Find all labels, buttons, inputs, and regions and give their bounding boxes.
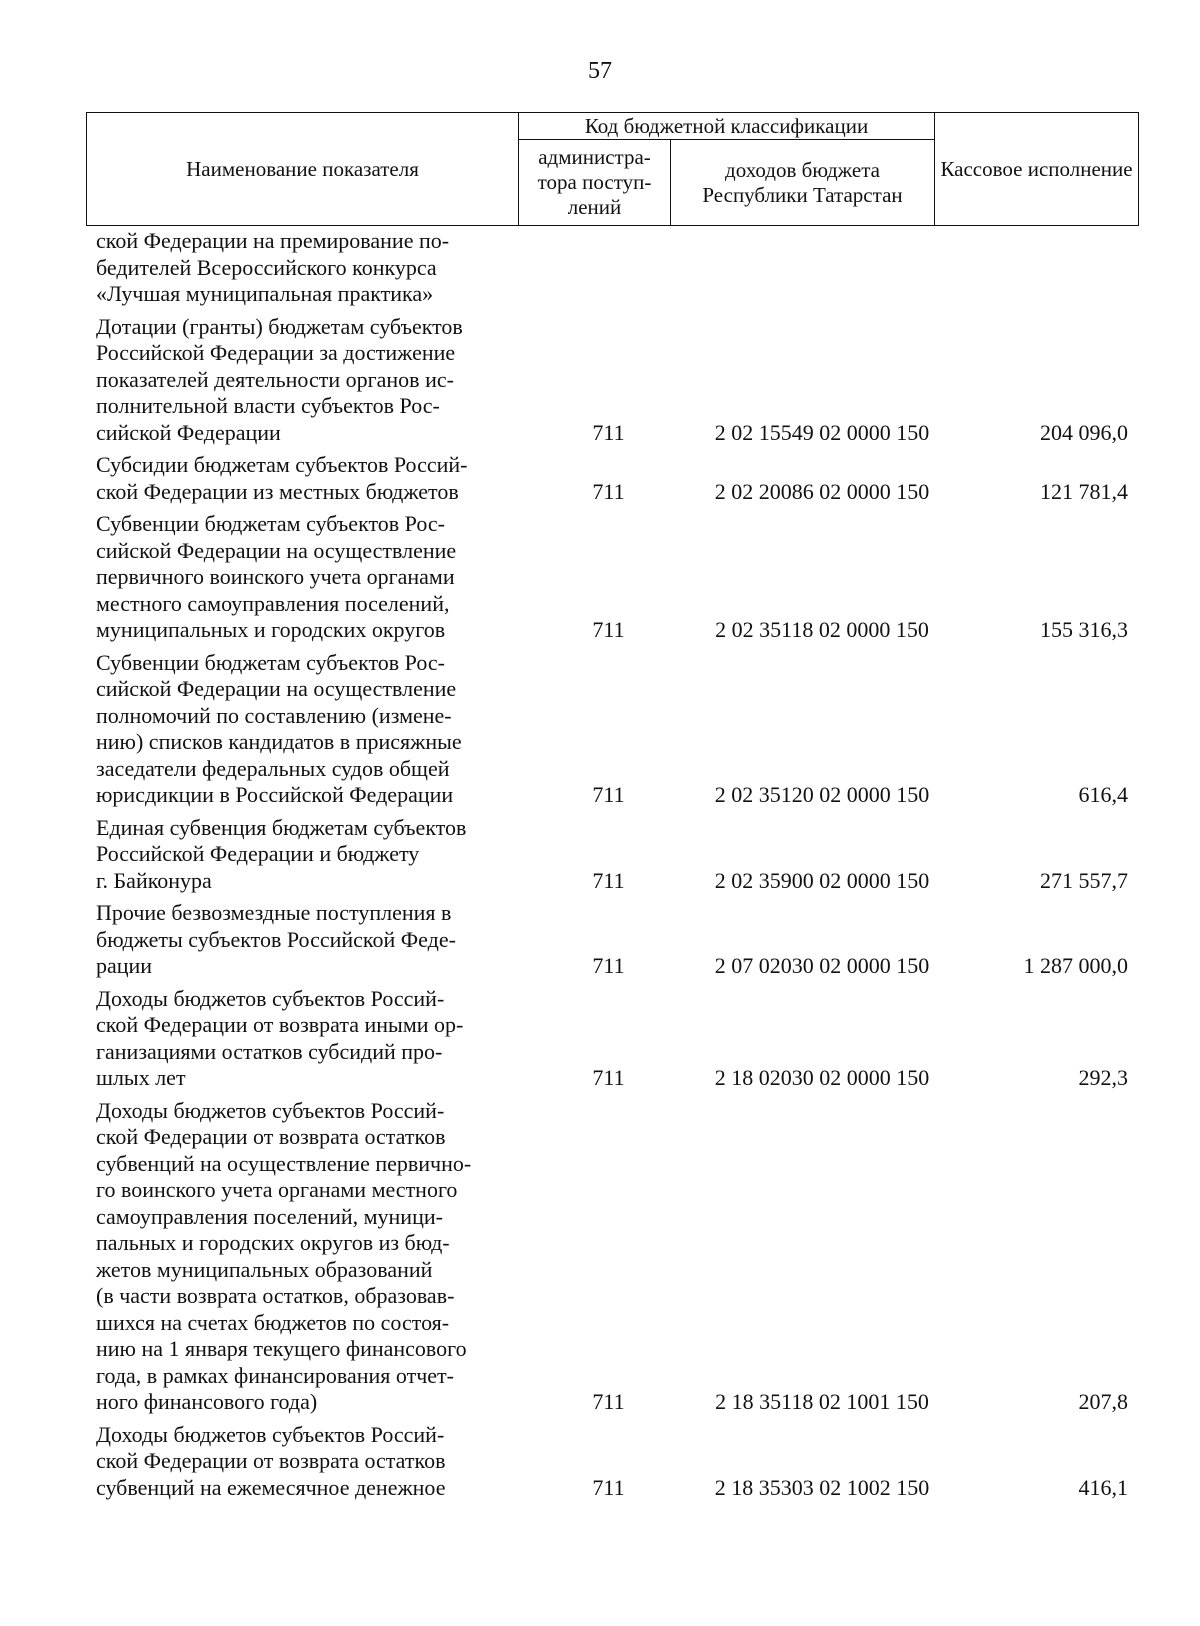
row-name xyxy=(86,1420,533,1506)
row-admin-code: 711 xyxy=(592,953,625,978)
table-row xyxy=(86,226,1138,312)
table-row xyxy=(86,509,1138,648)
table-row xyxy=(86,648,1138,813)
header-code: доходов бюджета Республики Татарстан xyxy=(671,140,935,226)
row-amount: 616,4 xyxy=(1078,782,1128,807)
row-name-line: бюджеты субъектов Российской Феде- xyxy=(96,926,456,952)
row-name-line: шлых лет xyxy=(96,1065,186,1090)
row-name-line: ской Федерации от возврата иными ор- xyxy=(96,1012,464,1037)
row-admin-code: 711 xyxy=(592,1474,625,1500)
row-admin-code: 711 xyxy=(592,1389,625,1414)
row-name-line: Российской Федерации за достижение xyxy=(96,340,456,365)
row-name-line: «Лучшая муниципальная практика» xyxy=(96,281,434,306)
row-name-line: полномочий по составлению (измене- xyxy=(96,702,452,728)
row-name-line: Российской Федерации и бюджету xyxy=(96,841,420,866)
row-name-line: ской Федерации от возврата остатков xyxy=(96,1124,446,1149)
row-amount: 1 287 000,0 xyxy=(1023,953,1128,978)
row-name-line: рации xyxy=(96,953,153,978)
row-amount: 207,8 xyxy=(1078,1389,1128,1414)
table-row xyxy=(86,1420,1138,1506)
table-row xyxy=(86,312,1138,451)
row-name-line: Субсидии бюджетам субъектов Россий- xyxy=(96,452,468,477)
row-name xyxy=(86,450,533,509)
row-name-line: юрисдикции в Российской Федерации xyxy=(96,782,454,807)
row-name-line: Субвенции бюджетам субъектов Рос- xyxy=(96,511,446,536)
row-income-code: 2 18 35118 02 1001 150 xyxy=(715,1389,929,1414)
row-name xyxy=(86,509,533,648)
row-name xyxy=(86,1096,533,1420)
row-amount: 204 096,0 xyxy=(1040,419,1128,445)
row-name-line: ской Федерации на премирование по- xyxy=(96,228,450,253)
row-name-line: нию на 1 января текущего финансового xyxy=(96,1336,467,1361)
row-name-line: первичного воинского учета органами xyxy=(96,564,455,589)
row-income-code: 2 02 20086 02 0000 150 xyxy=(714,478,930,504)
row-income-code: 2 07 02030 02 0000 150 xyxy=(714,953,930,978)
row-name-line: нию) списков кандидатов в присяжные xyxy=(96,729,462,754)
row-name-line: Единая субвенция бюджетам субъектов xyxy=(96,814,467,840)
row-amount: 292,3 xyxy=(1078,1065,1128,1090)
row-name xyxy=(86,648,533,813)
row-name-line: ного финансового года) xyxy=(96,1389,318,1414)
row-name-line: ской Федерации от возврата остатков xyxy=(96,1448,446,1473)
row-name-line: Субвенции бюджетам субъектов Рос- xyxy=(96,649,446,675)
row-name-line: бедителей Всероссийского конкурса xyxy=(96,254,437,280)
table-body xyxy=(86,226,1138,1505)
row-name-line: (в части возврата остатков, образовав- xyxy=(96,1283,455,1308)
row-name-line: ганизациями остатков субсидий про- xyxy=(96,1038,443,1064)
header-name: Наименование показателя xyxy=(87,113,519,226)
row-name-line: показателей деятельности органов ис- xyxy=(96,366,454,392)
row-name-line: субвенций на ежемесячное денежное xyxy=(96,1474,446,1500)
page-number: 57 xyxy=(588,58,612,84)
row-income-code: 2 02 35118 02 0000 150 xyxy=(715,617,929,642)
row-name-line: субвенций на осуществление первично- xyxy=(96,1150,472,1176)
row-name xyxy=(86,984,533,1096)
row-name-line: Доходы бюджетов субъектов Россий- xyxy=(96,985,445,1011)
row-name-line: заседатели федеральных судов общей xyxy=(96,755,450,781)
row-name-line: сийской Федерации на осуществление xyxy=(96,676,457,701)
row-income-code: 2 02 35120 02 0000 150 xyxy=(714,782,930,807)
row-name-line: самоуправления поселений, муници- xyxy=(96,1203,443,1229)
table-row xyxy=(86,813,1138,899)
row-name-line: пальных и городских округов из бюд- xyxy=(96,1230,450,1255)
row-name-line: сийской Федерации xyxy=(96,419,281,445)
row-name-line: Прочие безвозмездные поступления в xyxy=(96,900,452,925)
row-name-line: ской Федерации из местных бюджетов xyxy=(96,478,459,504)
row-name-line: сийской Федерации на осуществление xyxy=(96,537,457,563)
row-name-line: местного самоуправления поселений, xyxy=(96,590,450,616)
row-income-code: 2 18 35303 02 1002 150 xyxy=(714,1474,930,1500)
row-name-line: полнительной власти субъектов Рос- xyxy=(96,393,440,418)
row-amount: 121 781,4 xyxy=(1040,478,1128,504)
row-name-line: го воинского учета органами местного xyxy=(96,1177,458,1202)
table-row xyxy=(86,450,1138,509)
row-name-line: Дотации (гранты) бюджетам субъектов xyxy=(96,313,463,339)
header-admin: администра-тора поступ-лений xyxy=(519,140,671,226)
row-name-line: Доходы бюджетов субъектов Россий- xyxy=(96,1097,445,1123)
header-amount: Кассовое исполнение xyxy=(935,113,1139,226)
table-header xyxy=(86,112,1139,226)
row-name xyxy=(86,226,533,312)
table-row xyxy=(86,984,1138,1096)
row-name-line: Доходы бюджетов субъектов Россий- xyxy=(96,1421,445,1447)
row-name-line: жетов муниципальных образований xyxy=(96,1256,433,1282)
table-row xyxy=(86,1096,1138,1420)
row-amount: 416,1 xyxy=(1078,1474,1128,1500)
row-name xyxy=(86,898,533,984)
row-admin-code: 711 xyxy=(592,617,625,642)
row-name-line: муниципальных и городских округов xyxy=(96,617,446,642)
row-admin-code: 711 xyxy=(592,419,625,445)
row-income-code: 2 02 15549 02 0000 150 xyxy=(714,419,930,445)
row-income-code: 2 02 35900 02 0000 150 xyxy=(714,867,930,893)
row-amount: 155 316,3 xyxy=(1040,617,1128,642)
table-row xyxy=(86,898,1138,984)
row-name-line: шихся на счетах бюджетов по состоя- xyxy=(96,1309,450,1335)
row-name xyxy=(86,813,533,899)
row-admin-code: 711 xyxy=(592,867,625,893)
row-admin-code: 711 xyxy=(592,782,625,807)
row-admin-code: 711 xyxy=(592,1065,625,1090)
row-name-line: года, в рамках финансирования отчет- xyxy=(96,1362,454,1388)
row-name-line: г. Байконура xyxy=(96,867,212,893)
row-admin-code: 711 xyxy=(592,478,625,504)
row-name xyxy=(86,312,533,451)
row-income-code: 2 18 02030 02 0000 150 xyxy=(714,1065,930,1090)
header-classification: Код бюджетной классификации xyxy=(519,113,935,140)
row-amount: 271 557,7 xyxy=(1040,867,1128,893)
